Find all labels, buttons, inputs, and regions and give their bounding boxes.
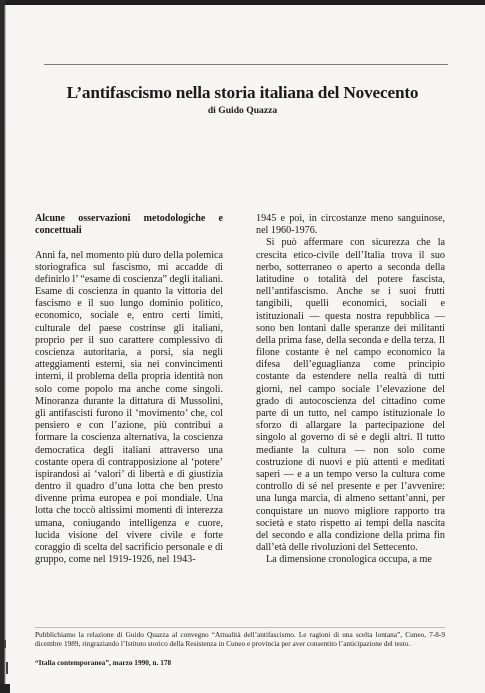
paragraph-continued: 1945 e poi, in circostanze meno sanguinose, nel 1960-1976. [256, 213, 445, 237]
right-column [256, 213, 445, 566]
paragraph: La dimensione cronologica occupa, a me [266, 554, 432, 566]
left-column [35, 213, 223, 566]
article-author: di Guido Quazza [207, 105, 278, 116]
footnote: Pubblichiamo la relazione di Guido Quazza al convegno “Attualità dell’antifascismo. Le ragioni di una scelta lontana”, Cuneo, 7-8-9 dicembre 1989, ringraziando l’Istituto storico della Resistenza in Cuneo e provincia per aver consentito l’anticipazione del testo. [35, 630, 445, 648]
source-citation: “Italia contemporanea”, marzo 1990, n. 178 [35, 658, 172, 667]
scan-speck [4, 640, 6, 648]
paragraph: Si può affermare con sicurezza che la crescita etico-civile dell’Italia trova il suo nerbo, sotterraneo o aperto a seconda della latitudine o totalità del potere fascista, nell’antifascismo. Anche se i suoi frutti tangibili, quelli economici, sociali e istituzionali — questa nostra repubblica — sono ben lontani dalle speranze dei militanti della prima fase, della seconda e della terza. Il filone costante è nel campo economico la difesa dell’eguaglianza come principio costante da estendere nella realtà di tutti giorni, nel campo sociale l’elevazione del grado di autocoscienza del cittadino come parte di un tutto, nel campo istituzionale lo sforzo di allargare la partecipazione del singolo al governo di sé e degli altri. Il tutto mediante la cultura — non solo come costruzione di nuovi e più attenti e meditati saperi — e a un tempo verso la cultura come controllo di sé nel presente e per l’avvenire: una lunga marcia, di almeno settant’anni, per conquistare un nuovo migliore rapporto tra società e stato rispetto ai tempi della nascita del secondo e alla condizione della prima fin dall’età delle rivoluzioni del Settecento. [256, 237, 445, 554]
scan-border-top [0, 0, 485, 5]
scan-speck [0, 684, 10, 693]
header-rule [44, 64, 448, 65]
scan-border-left [0, 0, 6, 693]
article-title: L’antifascismo nella storia italiana del Novecento [66, 83, 419, 102]
scan-speck [6, 662, 8, 674]
footnote-rule [35, 627, 445, 628]
paragraph: Anni fa, nel momento più duro della polemica storiografica sul fascismo, mi accadde di definirlo l’ “esame di coscienza” degli italiani. Esame di coscienza in quanto la vittoria del fascismo e il suo lungo dominio politico, economico, sociale e, entro certi limiti, culturale del paese costrinse gli italiani, proprio per il suo carattere complessivo di coscienza autoritaria, a porsi, sia negli atteggiamenti esterni, sia nei convincimenti interni, il problema della propria identità non solo come popolo ma anche come singoli. Minoranza durante la dittatura di Mussolini, gli antifascisti furono il ‘movimento’ che, col pensiero e con l’azione, più contribuì a formare la coscienza alternativa, la coscienza democratica degli italiani attraverso una costante opera di contrapposizione al ‘potere’ ispirandosi ai ‘valori’ di libertà e di giustizia dentro il quadro d’una lotta che ben presto divenne prima europea e poi mondiale. Una lotta che toccò altissimi momenti di interezza umana, coniugando intelligenza e cuore, lucida visione del vivere civile e forte coraggio di scelta del sacrificio personale e di gruppo, come nel 1919-1926, nel 1943- [35, 249, 223, 566]
section-heading: Alcune osservazioni metodologiche e concettuali [35, 213, 223, 237]
